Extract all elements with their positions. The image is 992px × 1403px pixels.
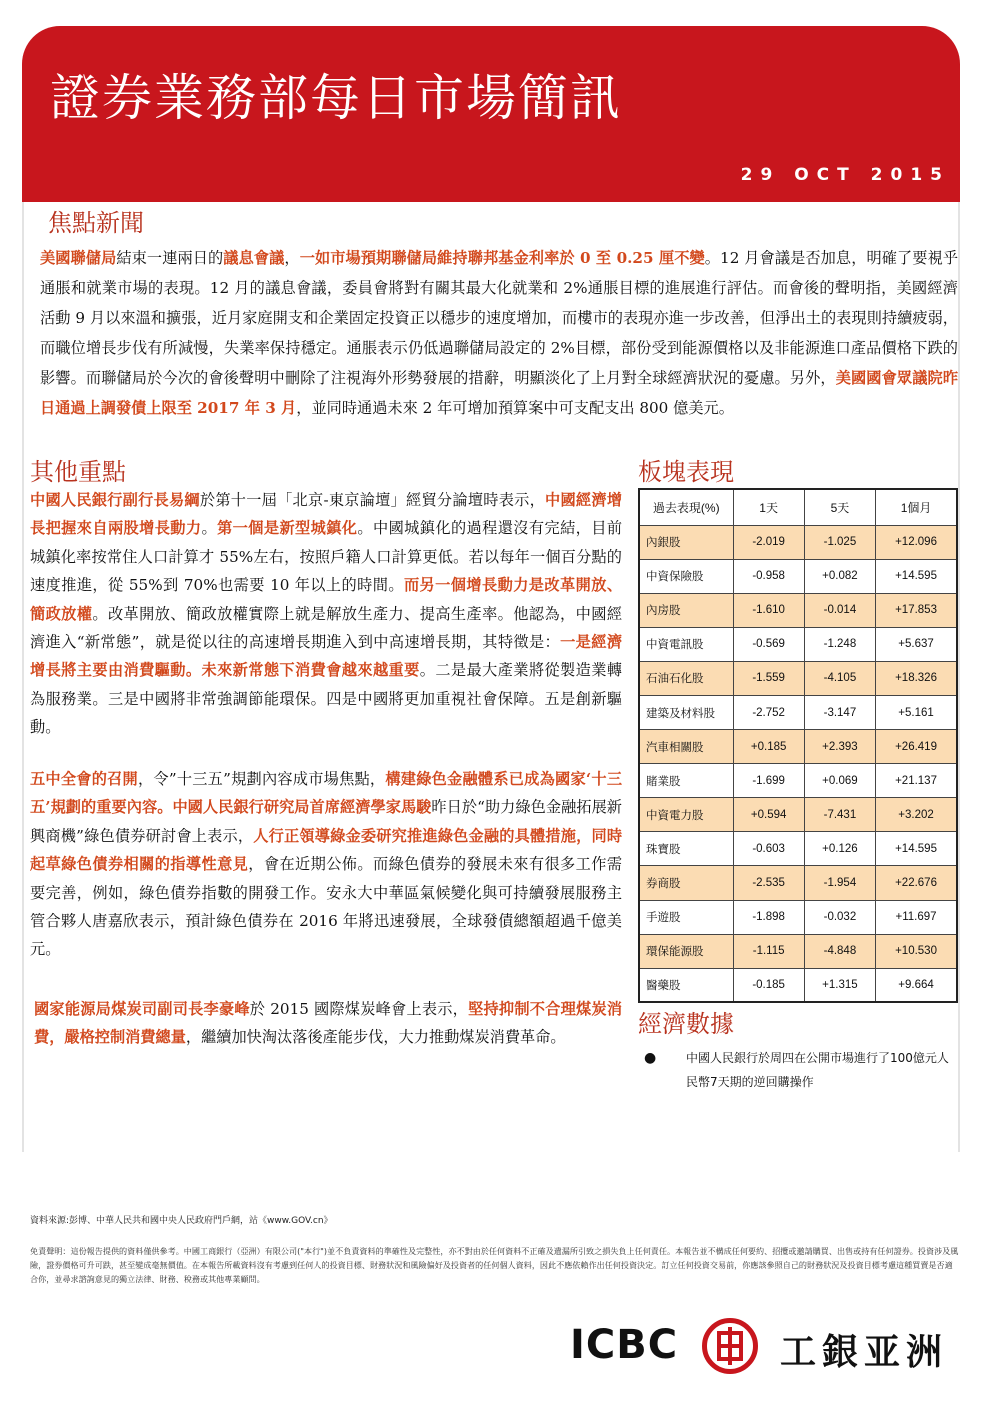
highlighted-text: 五中全會的召開 [30,770,138,788]
body-text: 於 2015 國際煤炭峰會上表示， [249,1000,469,1018]
body-text: 。12 月會議是否加息，明確了要視乎通脹和就業市場的表現。12 月的議息會議，委員會將對有關其最大化就業和 2%通脹目標的進展進行評估。而會後的聲明指，美國經濟活動 9 月以來溫和擴張，近月家庭開支和企業固定投資正以穩步的速度增加，而樓市的表現亦進一步改善，但淨出土的表現則持續疲弱，而職位增長步伐有所減慢，失業率保持穩定。通脹表示仍低過聯儲局設定的 2%目標，部份受到能源價格以及非能源進口產品價格下跌的影響。而聯儲局於今次的會後聲明中刪除了注視海外形勢發展的措辭，明顯淡化了上月對全球經濟狀況的憂慮。另外， [40,249,959,387]
table-row [639,764,957,798]
change-1month: +10.530 [876,934,957,968]
sector-name: 賭業股 [639,764,733,798]
change-1month: +9.664 [876,968,957,1002]
highlighted-text: 人行正領導綠金委研究推進綠色金融的具體措施，同時起草綠色債券相關的指導性意見 [30,826,623,874]
change-1month: +21.137 [876,764,957,798]
sector-performance-title: 板塊表現 [638,458,734,486]
disclaimer: 免責聲明：這份報告提供的資料僅供參考。中國工商銀行（亞洲）有限公司("本行")並不負責資料的準確性及完整性，亦不對由於任何資料不正確及遺漏所引致之損失負上任何責任。本報告並不構成任何要約、招攬或邀請購買、出售或持有任何證券。投資涉及風險，證券價格可升可跌，甚至變成毫無價值。在本報告所載資料沒有考慮到任何人的投資目標、財務狀況和風險偏好及投資者的任何個人資料，因此不應依賴作出任何投資決定。訂立任何投資交易前，你應該參照自己的財務狀況及投資目標考慮這種買賣是否適合你，並尋求諮詢意見的獨立法律、財務、稅務或其他專業顧問。 [30,1246,959,1285]
change-1day: -1.610 [733,593,804,627]
change-1month: +11.697 [876,900,957,934]
change-5day: -3.147 [804,695,875,729]
sector-name: 珠寶股 [639,832,733,866]
sector-name: 汽車相關股 [639,730,733,764]
highlighted-text: 中國經濟增長把握來自兩股增長動力 [30,491,623,538]
table-row [639,525,957,559]
change-5day: -4.848 [804,934,875,968]
bullet-icon: ● [644,1050,657,1066]
economic-data-text: 中國人民銀行於周四在公開市場進行了100億元人民幣7天期的逆回購操作 [686,1051,949,1089]
change-1day: -0.603 [733,832,804,866]
body-text: 結束一連兩日的 [116,249,224,267]
sector-name: 手遊股 [639,900,733,934]
table-row [639,900,957,934]
change-1month: +14.595 [876,559,957,593]
body-text: ，令”十三五”規劃內容成市場焦點， [137,770,386,788]
highlighted-text: 美國國會眾議院昨日通過上調發債上限至 2017 年 3 月 [40,369,959,417]
page-title: 證券業務部每日市場簡訊 [50,69,622,127]
highlighted-text: 美國聯儲局 [40,249,117,267]
change-1day: -0.958 [733,559,804,593]
highlighted-text: 國家能源局煤炭司副司長李豪峰 [34,1000,250,1018]
sector-name: 中資電訊股 [639,627,733,661]
table-row [639,968,957,1002]
change-1day: +0.185 [733,730,804,764]
logo-text-cn: 工銀亚洲 [780,1332,949,1373]
header-5day: 5天 [804,489,875,525]
sector-name: 內房股 [639,593,733,627]
body-text: 。二是最大產業將從製造業轉為服務業。三是中國將非常強調節能環保。四是中國將更加重視社會保障。五是創新驅動。 [30,661,623,737]
change-5day: -0.032 [804,900,875,934]
sector-name: 內銀股 [639,525,733,559]
change-1day: +0.594 [733,798,804,832]
table-row [639,559,957,593]
body-text: 昨日於“助力綠色金融拓展新興商機”綠色債券研討會上表示， [30,798,622,845]
change-1month: +17.853 [876,593,957,627]
change-1day: -0.569 [733,627,804,661]
highlight-paragraph-2 [30,765,622,964]
highlight-paragraph-1 [30,486,622,742]
body-text: 。 [201,519,218,538]
change-1day: -1.699 [733,764,804,798]
change-1month: +12.096 [876,525,957,559]
header-1month: 1個月 [876,489,957,525]
body-text: 。改革開放、簡政放權實際上就是解放生產力、提高生產率。他認為，中國經濟進入“新常態”，就是從以往的高速增長期進入到中高速增長期，其特徵是： [30,604,623,652]
change-5day: -7.431 [804,798,875,832]
table-row [639,730,957,764]
table-row [639,695,957,729]
change-5day: -0.014 [804,593,875,627]
highlighted-text: 構建綠色金融體系已成為國家‘十三五’規劃的重要內容。中國人民銀行研究局首席經濟學家馬駿 [30,770,623,817]
change-5day: +0.082 [804,559,875,593]
sector-name: 券商股 [639,866,733,900]
table-row [639,934,957,968]
highlighted-text: 第一個是新型城鎮化 [217,519,358,538]
highlighted-text: 而另一個增長動力是改革開放、簡政放權 [30,576,623,623]
highlighted-text: 議息會議 [223,249,285,267]
sector-name: 建築及材料股 [639,695,733,729]
change-1month: +18.326 [876,661,957,695]
highlighted-text: 堅持抑制不合理煤炭消費，嚴格控制消費總量 [34,1000,623,1047]
change-5day: +0.069 [804,764,875,798]
sector-name: 石油石化股 [639,661,733,695]
body-text: ，並同時通過未來 2 年可增加預算案中可支配支出 800 億美元。 [296,399,734,417]
highlighted-text: 一如市場預期聯儲局維持聯邦基金利率於 0 至 0.25 厘不變 [299,249,705,267]
change-5day: +0.126 [804,832,875,866]
body-text: 於第十一屆「北京-東京論壇」經貿分論壇時表示， [199,491,546,509]
sector-name: 中資電力股 [639,798,733,832]
change-5day: -1.248 [804,627,875,661]
economic-data-title: 經濟數據 [638,1010,734,1038]
table-row [639,661,957,695]
logo-text-en: ICBC [570,1322,679,1368]
change-5day: +2.393 [804,730,875,764]
table-row [639,593,957,627]
change-1month: +22.676 [876,866,957,900]
icbc-logo [570,1318,960,1374]
change-5day: -1.025 [804,525,875,559]
change-1day: -0.185 [733,968,804,1002]
change-1month: +14.595 [876,832,957,866]
change-1month: +3.202 [876,798,957,832]
focus-news-paragraph [40,243,958,423]
highlighted-text: 一是經濟增長將主要由消費驅動。未來新常態下消費會越來越重要 [30,633,623,680]
table-row [639,866,957,900]
change-5day: -4.105 [804,661,875,695]
focus-news-title: 焦點新聞 [48,209,144,237]
data-source: 資料來源:彭博、中華人民共和國中央人民政府門戶網，站《www.GOV.cn》 [30,1216,333,1226]
change-1day: -1.115 [733,934,804,968]
change-5day: +1.315 [804,968,875,1002]
table-header-row [639,489,957,525]
sector-performance-table [638,488,958,1003]
table-body [639,525,957,1002]
table-row [639,798,957,832]
table-row [639,627,957,661]
highlight-paragraph-3 [30,995,622,1052]
change-1day: -1.559 [733,661,804,695]
header-1day: 1天 [733,489,804,525]
body-text: ，繼續加快淘汰落後產能步伐，大力推動煤炭消費革命。 [185,1028,566,1047]
change-1day: -2.535 [733,866,804,900]
sector-name: 環保能源股 [639,934,733,968]
change-1day: -1.898 [733,900,804,934]
body-text: ， [284,249,300,267]
change-1month: +26.419 [876,730,957,764]
change-5day: -1.954 [804,866,875,900]
change-1month: +5.637 [876,627,957,661]
body-text: ，會在近期公佈。而綠色債券的發展未來有很多工作需要完善，例如，綠色債券指數的開發工作。安永大中華區氣候變化與可持續發展服務主管合夥人唐嘉欣表示，預計綠色債券在 2016 年將迅速發展，全球發債總額超過千億美元。 [30,855,623,959]
change-1day: -2.019 [733,525,804,559]
table-row [639,832,957,866]
sector-name: 中資保險股 [639,559,733,593]
change-1month: +5.161 [876,695,957,729]
header-period: 過去表現(%) [639,489,733,525]
report-date: 29 OCT 2015 [740,165,950,185]
sector-name: 醫藥股 [639,968,733,1002]
highlighted-text: 中國人民銀行副行長易綱 [30,491,200,509]
body-text: 。中國城鎮化的過程還沒有完結，目前城鎮化率按常住人口計算才 55%左右，按照戶籍人口計算更低。若以每年一個百分點的速度推進，從 55%到 70%也需要 10 年以上的時間。 [30,519,623,595]
icbc-emblem-icon [702,1318,758,1374]
change-1day: -2.752 [733,695,804,729]
other-highlights-title: 其他重點 [30,458,126,486]
